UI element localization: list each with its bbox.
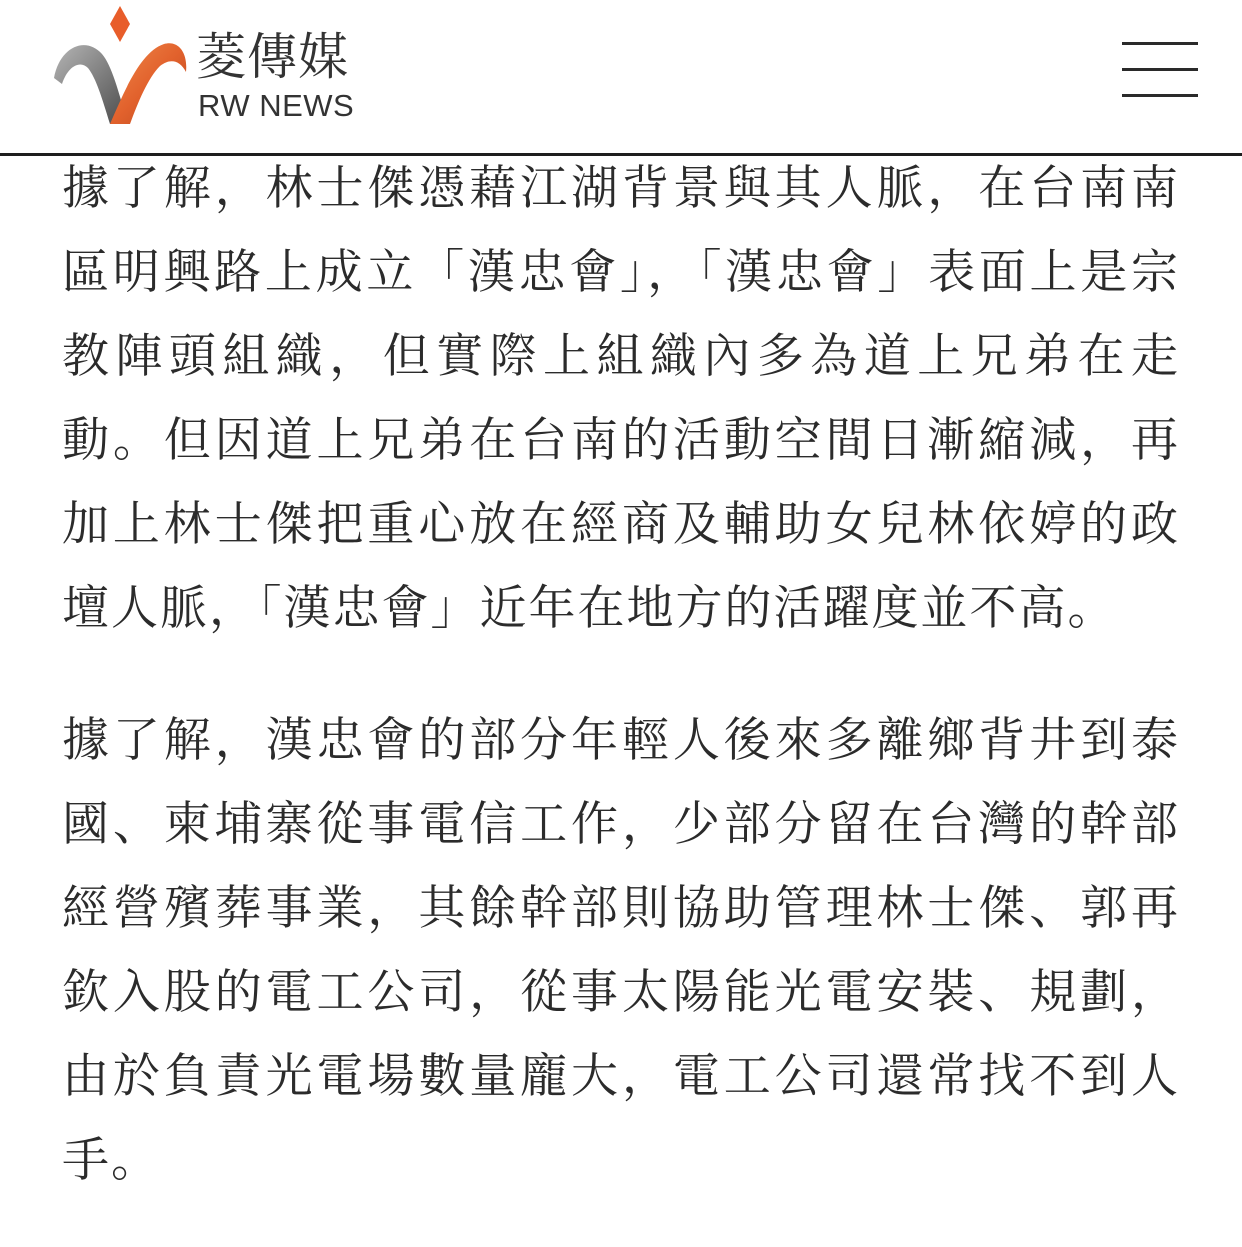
- logo-english-prefix: RW: [198, 88, 251, 123]
- logo-english-suffix: NEWS: [259, 88, 355, 123]
- menu-bar-top: [1122, 42, 1198, 45]
- article-paragraph: 據了解，漢忠會的部分年輕人後來多離鄉背井到泰國、柬埔寨從事電信工作，少部分留在台灣的幹部經營殯葬事業，其餘幹部則協助管理林士傑、郭再欽入股的電工公司，從事太陽能光電安裝、規劃，由於負責光電場數量龐大，電工公司還常找不到人手。: [62, 713, 1180, 1188]
- hamburger-menu-button[interactable]: [1112, 30, 1208, 110]
- logo-english-name: [198, 88, 354, 124]
- site-logo[interactable]: [50, 6, 380, 130]
- logo-mark-icon: [50, 6, 190, 130]
- site-header: [0, 0, 1242, 156]
- menu-bar-bottom: [1122, 94, 1198, 97]
- article-body: [62, 147, 1180, 1203]
- article-paragraph: 據了解，林士傑憑藉江湖背景與其人脈，在台南南區明興路上成立「漢忠會」，「漢忠會」表面上是宗教陣頭組織，但實際上組織內多為道上兄弟在走動。但因道上兄弟在台南的活動空間日漸縮減，再加上林士傑把重心放在經商及輔助女兒林依婷的政壇人脈，「漢忠會」近年在地方的活躍度並不高。: [62, 161, 1180, 636]
- menu-bar-middle: [1122, 68, 1198, 71]
- logo-chinese-name: 菱傳媒: [196, 28, 349, 86]
